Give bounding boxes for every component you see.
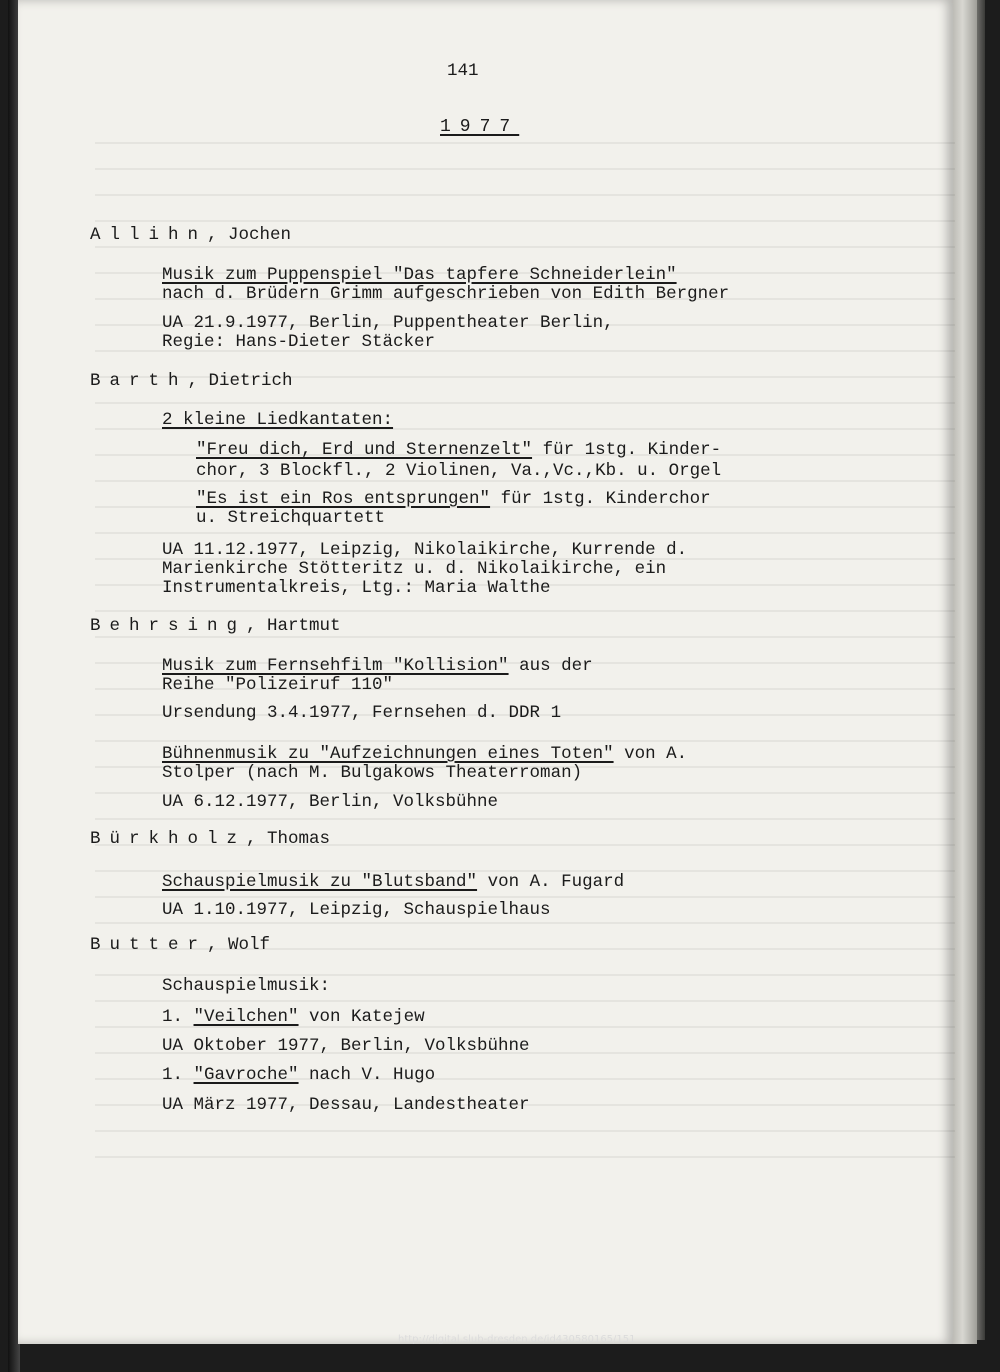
performance-info: Ursendung 3.4.1977, Fernsehen d. DDR 1 [162, 703, 562, 723]
composer-name: Barth, Dietrich [90, 371, 293, 391]
work-title: "Freu dich, Erd und Sternenzelt" für 1stg. Kinder- [196, 440, 722, 460]
source-url[interactable]: http://digital.slub-dresden.de/id430580165/151 [398, 1334, 636, 1345]
composer-name: Bürkholz, Thomas [90, 829, 331, 849]
performance-info: UA März 1977, Dessau, Landestheater [162, 1095, 530, 1115]
performance-info: UA 1.10.1977, Leipzig, Schauspielhaus [162, 900, 551, 920]
performance-info: UA 11.12.1977, Leipzig, Nikolaikirche, Kurrende d. [162, 540, 688, 560]
page-stack-edge [953, 0, 977, 1344]
work-title: "Es ist ein Ros entsprungen" für 1stg. Kinderchor [196, 489, 711, 509]
work-title: 1. "Gavroche" nach V. Hugo [162, 1065, 436, 1085]
work-description: u. Streichquartett [196, 508, 386, 528]
section-heading: Schauspielmusik: [162, 976, 331, 996]
composer-name: Butter, Wolf [90, 935, 271, 955]
work-title: 1. "Veilchen" von Katejew [162, 1007, 425, 1027]
performance-info: Marienkirche Stötteritz u. d. Nikolaikirche, ein [162, 559, 667, 579]
collection-title: 2 kleine Liedkantaten: [162, 410, 394, 430]
composer-name: Allihn, Jochen [90, 225, 292, 245]
composer-name: Behrsing, Hartmut [90, 616, 341, 636]
performance-info: UA 21.9.1977, Berlin, Puppentheater Berlin, [162, 313, 614, 333]
performance-info: UA 6.12.1977, Berlin, Volksbühne [162, 792, 499, 812]
performance-info: UA Oktober 1977, Berlin, Volksbühne [162, 1036, 530, 1056]
page-stack-shadow [977, 0, 985, 1340]
work-title: Schauspielmusik zu "Blutsband" von A. Fugard [162, 872, 625, 892]
work-title: Musik zum Puppenspiel "Das tapfere Schneiderlein" [162, 265, 677, 285]
work-title: Musik zum Fernsehfilm "Kollision" aus der [162, 656, 593, 676]
performance-info: Regie: Hans-Dieter Stäcker [162, 332, 436, 352]
year-heading: 1977 [440, 117, 520, 137]
performance-info: Instrumentalkreis, Ltg.: Maria Walthe [162, 578, 551, 598]
work-description: Reihe "Polizeiruf 110" [162, 675, 394, 695]
work-title: Bühnenmusik zu "Aufzeichnungen eines Toten" von A. [162, 744, 688, 764]
work-description: nach d. Brüdern Grimm aufgeschrieben von Edith Bergner [162, 284, 730, 304]
work-description: Stolper (nach M. Bulgakows Theaterroman) [162, 763, 583, 783]
work-description: chor, 3 Blockfl., 2 Violinen, Va.,Vc.,Kb. u. Orgel [196, 461, 722, 481]
page-number: 141 [447, 61, 479, 81]
